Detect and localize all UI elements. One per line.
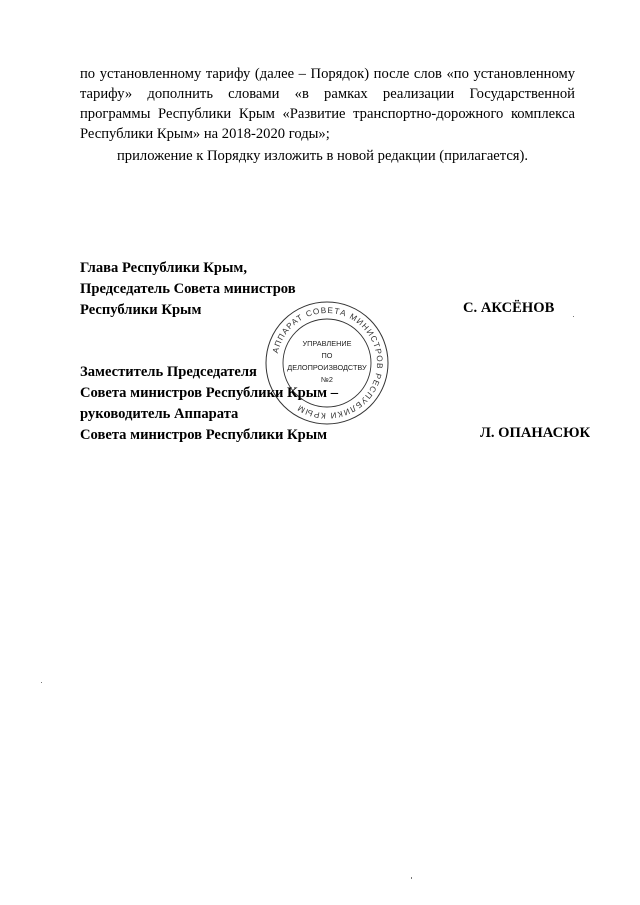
signature-title-line: Совета министров Республики Крым — [80, 427, 328, 443]
stamp-center-line: №2 — [321, 375, 333, 384]
scan-speck — [411, 877, 412, 879]
signature-deputy-title — [80, 362, 338, 446]
stamp-center-line: УПРАВЛЕНИЕ — [302, 339, 352, 348]
paragraph-line: программы Республики Крым «Развитие транспортно-дорожного комплекса — [80, 106, 575, 122]
stamp-center-line: ПО — [321, 351, 333, 360]
signature-title-line: Республики Крым — [80, 302, 202, 318]
signature-title-line: Заместитель Председателя — [80, 364, 257, 380]
scan-speck — [573, 316, 574, 317]
signature-title-line: Глава Республики Крым, — [80, 260, 247, 276]
scan-speck — [41, 682, 42, 683]
signature-title-line: Председатель Совета министров — [80, 281, 296, 297]
body-paragraph-2: приложение к Порядку изложить в новой редакции (прилагается). — [117, 148, 529, 164]
signature-deputy-name: Л. ОПАНАСЮК — [480, 425, 591, 441]
signature-title-line: руководитель Аппарата — [80, 406, 239, 422]
paragraph-line: по установленному тарифу (далее – Порядок) после слов «по установленному — [80, 66, 575, 82]
stamp-center-line: ДЕЛОПРОИЗВОДСТВУ — [287, 363, 367, 372]
stamp-ring-text: АППАРАТ СОВЕТА МИНИСТРОВ РЕСПУБЛИКИ КРЫМ — [270, 305, 385, 421]
paragraph-line: Республики Крым» на 2018-2020 годы»; — [80, 126, 330, 142]
body-paragraph-1 — [80, 64, 575, 144]
signature-title-line: Совета министров Республики Крым – — [80, 385, 339, 401]
signature-head-name: С. АКСЁНОВ — [463, 300, 555, 316]
paragraph-line: тарифу» дополнить словами «в рамках реализации Государственной — [80, 86, 575, 102]
